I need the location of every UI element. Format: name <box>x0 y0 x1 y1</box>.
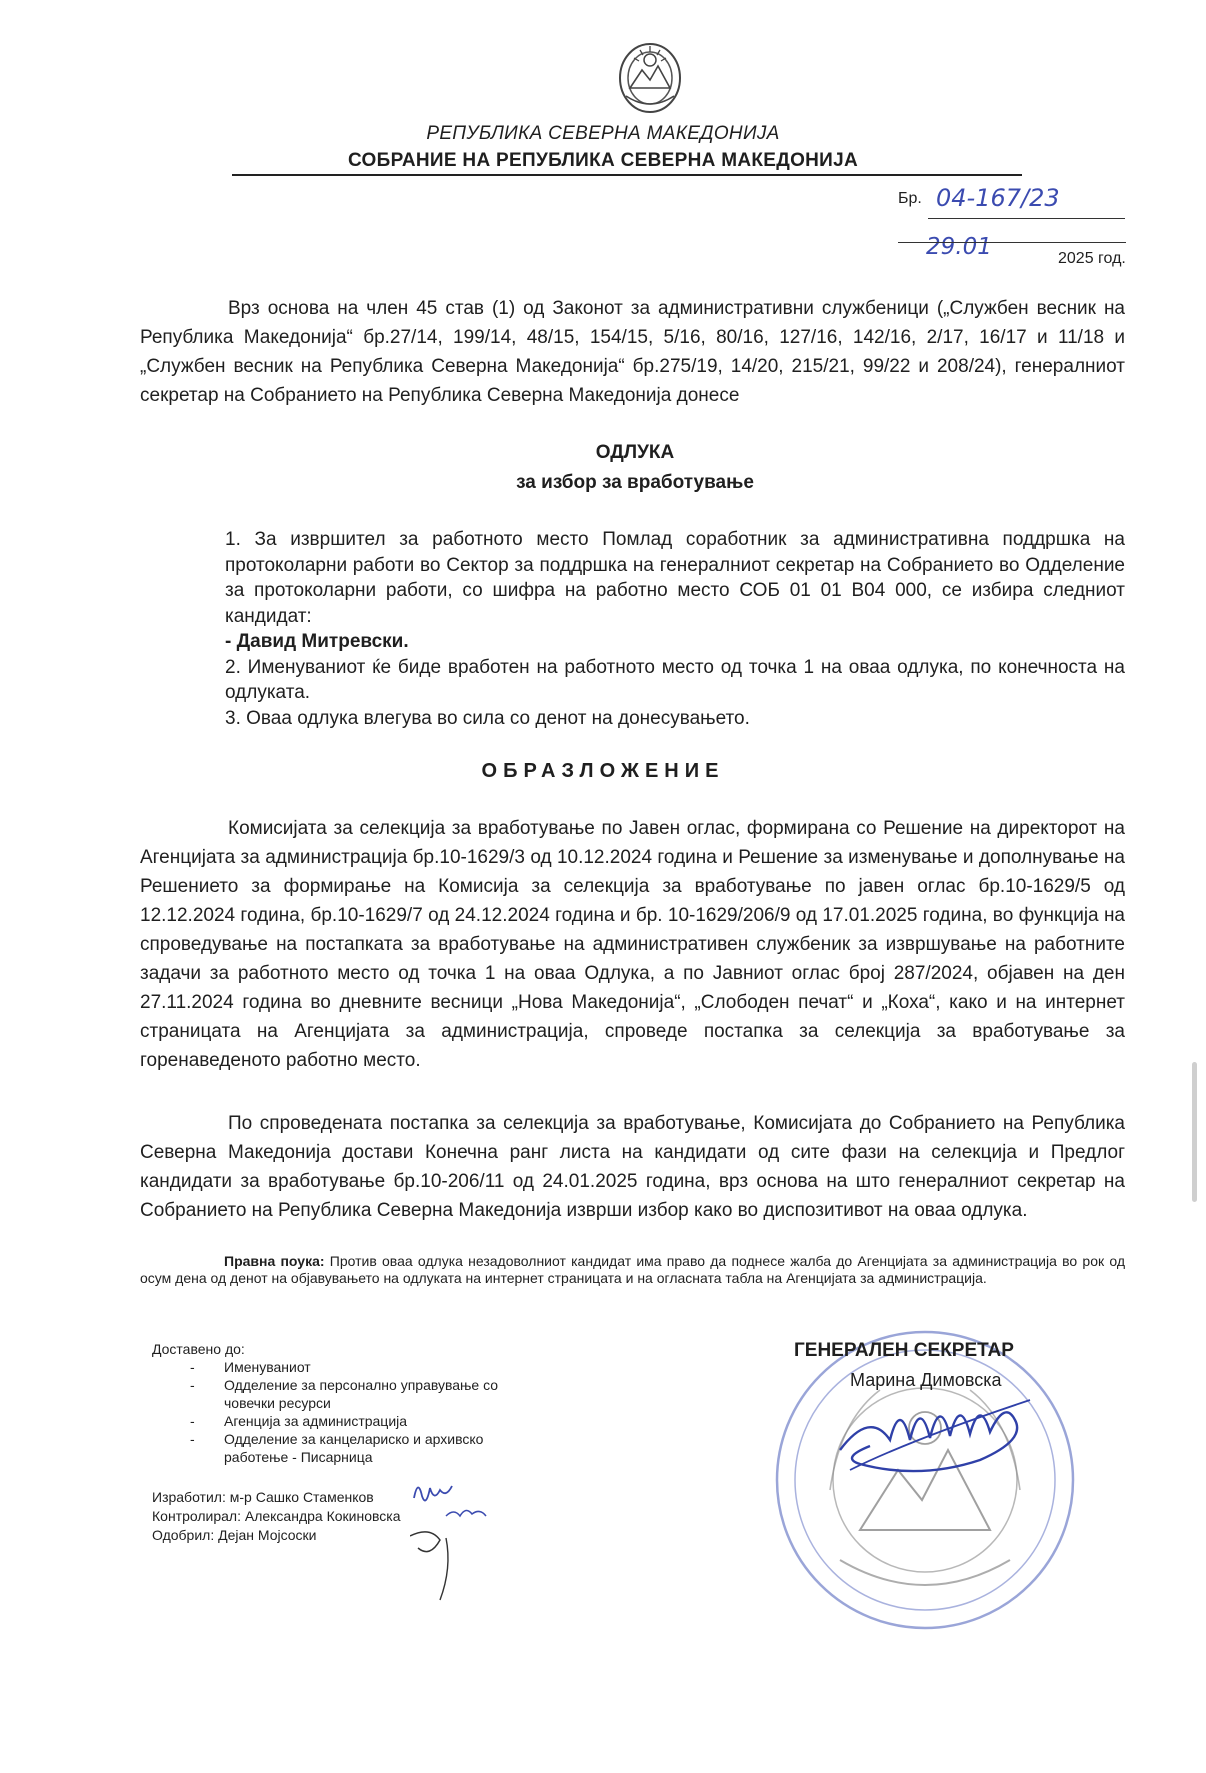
delivered-to <box>152 1340 544 1466</box>
registry-number-handwritten: 04-167/23 <box>936 184 1060 212</box>
item-2: 2. Именуваниот ќе биде вработен на работното место од точка 1 на оваа одлука, по конечноста на одлуката. <box>225 656 1125 703</box>
list-item: - Одделение за канцелариско и архивско работење - Писарница <box>152 1430 544 1466</box>
reasoning-title: ОБРАЗЛОЖЕНИЕ <box>481 760 725 782</box>
registry-line <box>928 218 1125 219</box>
decision-subtitle: за избор за вработување <box>516 472 754 493</box>
list-item: - Одделение за персонално управување со човечки ресурси <box>152 1376 544 1412</box>
legal-notice-label: Правна поука: <box>224 1253 325 1269</box>
header-divider <box>232 174 1022 176</box>
made-by: Изработил: м-р Сашко Стаменков <box>152 1489 374 1505</box>
header-republic: РЕПУБЛИКА СЕВЕРНА МАКЕДОНИЈА <box>426 123 780 144</box>
delivered-list <box>152 1358 544 1466</box>
preamble-text: Врз основа на член 45 став (1) од Законот за административни службеници („Службен весник на Република Македонија“ бр.27/14, 199/14, 48/15, 154/15, 5/16, 80/16, 127/16, 142/16, 2/17, 16/17 и 11/18 и „Службен весник на Република Северна Македонија“ бр.275/19, 14/20, 215/21, 99/22 и 208/24), генералниот секретар на Собранието на Република Северна Македонија донесе <box>140 298 1125 406</box>
item-1: 1. За извршител за работното место Помлад соработник за административна поддршка на протоколарни работи во Сектор за поддршка на генералниот секретар на Собранието во Одделение за протоколарни работи, со шифра на работно место СОБ 01 01 В04 000, се избира следниот кандидат: <box>225 529 1125 627</box>
checked-by: Контролирал: Александра Кокиновска <box>152 1508 401 1524</box>
legal-notice-text: Против оваа одлука незадоволниот кандидат има право да поднесе жалба до Агенцијата за администрација во рок од осум дена од денот на објавувањето на одлуката на интернет страницата и на огласната табла на Агенцијата за администрација. <box>140 1253 1125 1286</box>
candidate-name: - Давид Митревски. <box>225 631 409 652</box>
year-label: 2025 год. <box>1058 250 1126 267</box>
date-handwritten: 29.01 <box>926 234 992 260</box>
list-item: - Именуваниот <box>152 1358 544 1376</box>
date-line <box>898 242 1126 243</box>
preamble <box>140 294 1125 410</box>
prepared-by <box>152 1488 401 1545</box>
list-item: - Агенција за администрација <box>152 1412 544 1430</box>
reasoning-p2-text: По спроведената постапка за селекција за вработување, Комисијата до Собранието на Република Северна Македонија достави Конечна ранг листа на кандидати од сите фази на селекција и Предлог кандидати за вработување бр.10-206/11 од 24.01.2025 година, врз основа на што генералниот секретар на Собранието на Република Северна Македонија изврши избор како во диспозитивот на оваа одлука. <box>140 1113 1125 1221</box>
item-3: 3. Оваа одлука влегува во сила со денот на донесувањето. <box>225 707 750 729</box>
reasoning-paragraph-1 <box>140 814 1125 1075</box>
scrollbar[interactable] <box>1192 1062 1197 1202</box>
delivered-label: Доставено до: <box>152 1341 245 1357</box>
registry-number-block <box>898 190 922 208</box>
signatory-role: ГЕНЕРАЛЕН СЕКРЕТАР <box>794 1340 1014 1361</box>
initials-signature-icon <box>410 1478 540 1608</box>
approved-by: Одобрил: Дејан Мојсоски <box>152 1527 317 1543</box>
decision-items <box>225 527 1125 731</box>
header-assembly: СОБРАНИЕ НА РЕПУБЛИКА СЕВЕРНА МАКЕДОНИЈА <box>347 150 859 171</box>
coat-of-arms-icon <box>612 36 688 116</box>
reasoning-p1-text: Комисијата за селекција за вработување по Јавен оглас, формирана со Решение на директорот на Агенцијата за администрација бр.10-1629/3 од 10.12.2024 година и Решение за изменување и дополнување на Решението за формирање на Комисија за селекција за вработување по јавен оглас бр.10-1629/5 од 12.12.2024 година, бр.10-1629/7 од 24.12.2024 година и бр. 10-1629/206/9 од 17.01.2025 година, во функција на спроведување на постапката за вработување на административен службеник за извршување на работните задачи за работното место од точка 1 на оваа Одлука, а по Јавниот оглас број 287/2024, објавен на ден 27.11.2024 година во дневните весници „Нова Македонија“, „Слободен печат“ и „Коха“, како и на интернет страницата на Агенцијата за администрација, спроведе постапка за селекција за вработување за горенаведеното работно место. <box>140 818 1125 1071</box>
signature-icon <box>830 1380 1040 1490</box>
signatory-name: Марина Димовска <box>850 1370 1002 1390</box>
reasoning-paragraph-2 <box>140 1109 1125 1225</box>
decision-title: ОДЛУКА <box>595 442 675 463</box>
legal-notice <box>140 1253 1125 1287</box>
registry-label: Бр. <box>898 190 922 207</box>
